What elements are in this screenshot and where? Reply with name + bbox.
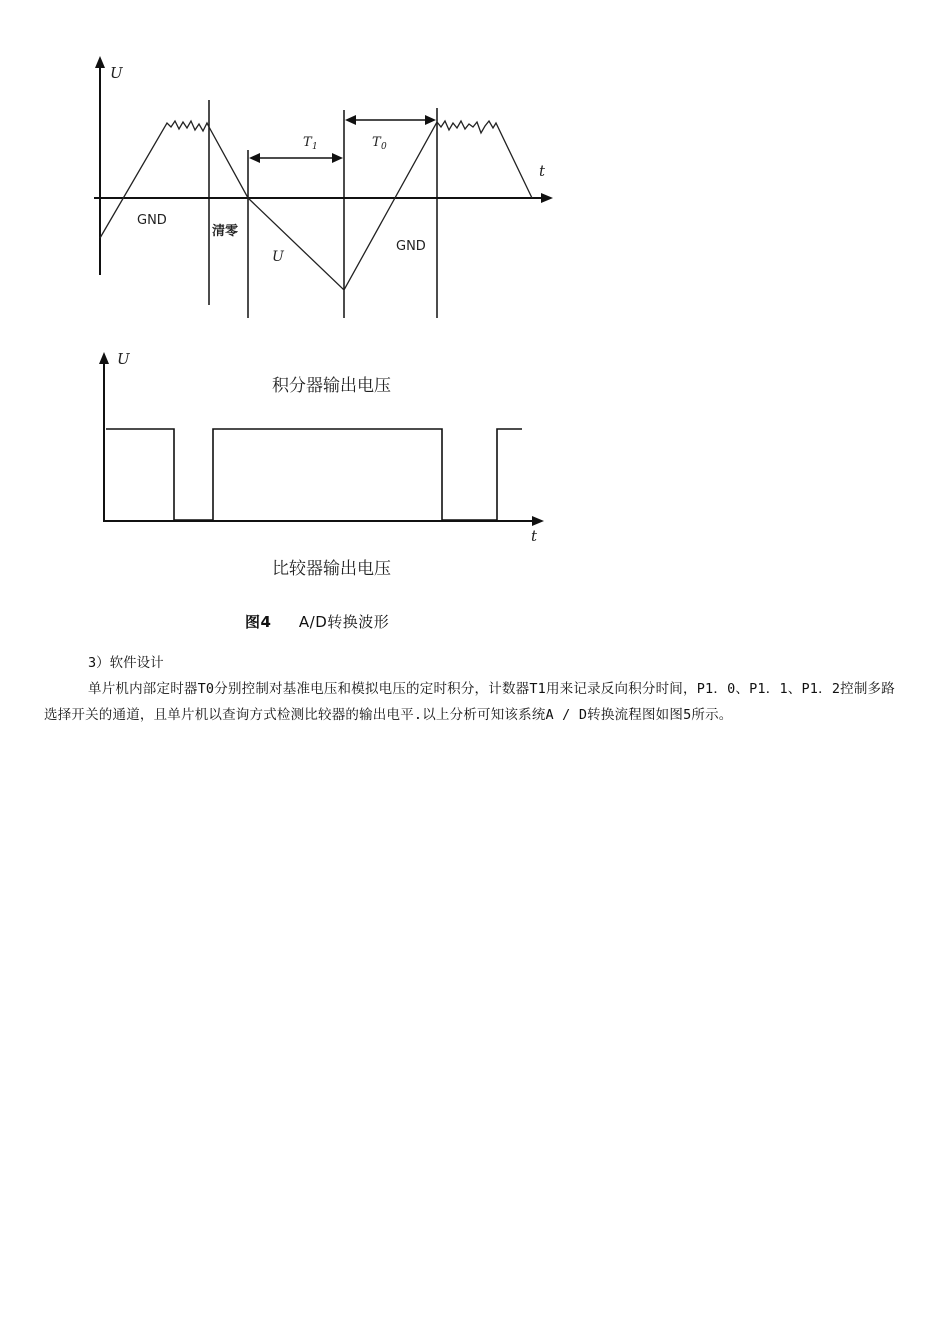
top-x-axis-arrow (541, 193, 553, 203)
t1-arrow-right (332, 153, 343, 163)
t0-subscript: 0 (381, 142, 387, 152)
top-y-axis-label: U (110, 64, 123, 82)
gnd-right-label: GND (396, 239, 426, 254)
t0-label: T (372, 135, 381, 150)
top-x-axis-label: t (539, 162, 546, 180)
ad-conversion-waveform-figure (0, 0, 950, 640)
t1-label: T (303, 135, 312, 150)
t1-subscript: 1 (312, 142, 318, 152)
bottom-x-axis-arrow (532, 516, 544, 526)
figure-caption-text: A/D转换波形 (298, 613, 390, 631)
figure-caption (245, 611, 389, 632)
integrator-output-title: 积分器输出电压 (272, 376, 391, 396)
bottom-y-axis-arrow (99, 352, 109, 364)
comparator-output-title: 比较器输出电压 (272, 559, 391, 579)
figure-caption-number: 图4 (245, 613, 272, 631)
t0-arrow-right (425, 115, 436, 125)
bottom-y-axis-label: U (117, 350, 130, 368)
t1-arrow-left (249, 153, 260, 163)
negative-u-label: U (272, 249, 284, 265)
section-heading: 3）软件设计 (88, 655, 164, 671)
clear-label: 清零 (212, 224, 239, 239)
bottom-x-axis-label: t (531, 527, 538, 545)
comparator-waveform (106, 429, 522, 520)
top-y-axis-arrow (95, 56, 105, 68)
body-paragraph: 单片机内部定时器T0分别控制对基准电压和模拟电压的定时积分，计数器T1用来记录反向积分时间，P1．0、P1．1、P1．2控制多路选择开关的通道，且单片机以查询方式检测比较器的输出电平.以上分析可知该系统A / D转换流程图如图5所示。 (44, 681, 895, 723)
gnd-left-label: GND (137, 213, 167, 228)
t0-arrow-left (345, 115, 356, 125)
